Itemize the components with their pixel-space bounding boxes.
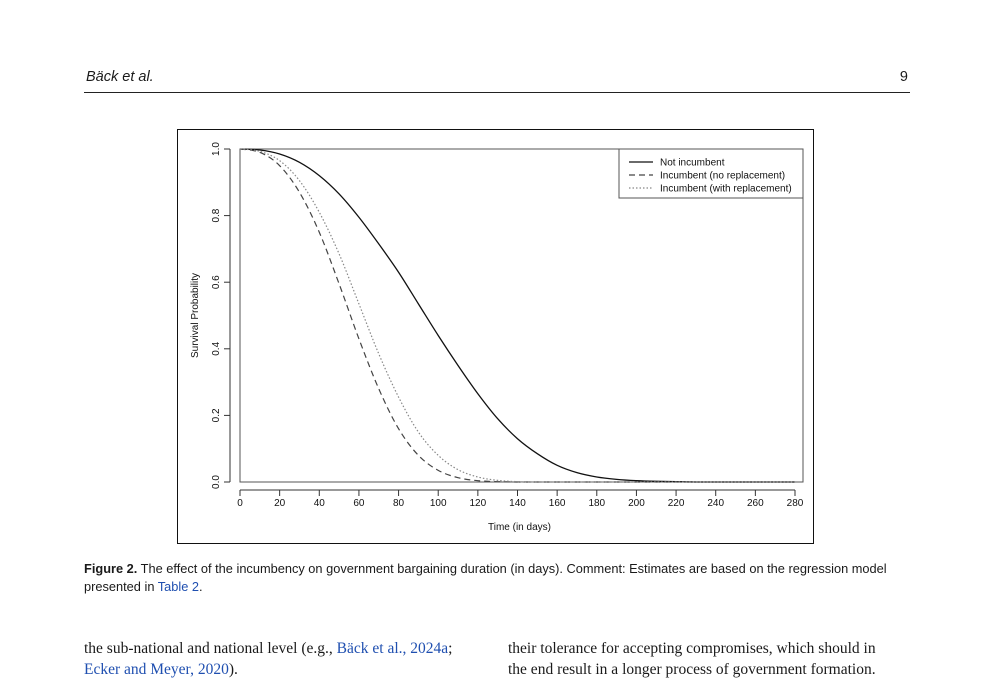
table-2-link[interactable]: Table 2 — [157, 579, 200, 594]
x-tick-label: 100 — [429, 498, 447, 509]
x-tick-label: 0 — [237, 498, 243, 509]
running-header — [84, 66, 910, 93]
figure-frame — [177, 129, 814, 544]
x-tick-label: 160 — [548, 498, 566, 509]
x-tick-label: 20 — [274, 498, 286, 509]
series-lines — [240, 149, 795, 482]
body-text: ; — [448, 640, 453, 657]
citation-link[interactable]: Ecker and Meyer, 2020 — [84, 661, 229, 678]
x-tick-label: 120 — [469, 498, 487, 509]
body-column-right — [508, 638, 912, 680]
body-line: their tolerance for accepting compromises, which should in — [508, 640, 876, 657]
x-tick-label: 40 — [313, 498, 325, 509]
body-column-left — [84, 638, 488, 680]
y-tick-label: 0.0 — [211, 475, 222, 489]
body-line: the end result in a longer process of government formation. — [508, 661, 876, 678]
caption-end: . — [199, 579, 203, 594]
x-tick-label: 220 — [667, 498, 685, 509]
figure-caption — [84, 560, 912, 596]
series-line-dashed — [240, 149, 795, 482]
x-axis — [237, 490, 804, 509]
y-tick-label: 1.0 — [211, 142, 222, 156]
y-tick-label: 0.4 — [211, 341, 222, 356]
legend-label: Incumbent (with replacement) — [660, 183, 792, 195]
plot-area — [240, 149, 803, 482]
x-tick-label: 180 — [588, 498, 606, 509]
legend — [619, 149, 803, 198]
y-tick-label: 0.8 — [211, 208, 222, 223]
x-tick-label: 60 — [353, 498, 365, 509]
caption-text: The effect of the incumbency on government bargaining duration (in days). Comment: Estimates are based on the regression model presented in — [84, 561, 887, 594]
body-line — [84, 659, 488, 680]
body-text: ). — [228, 661, 238, 678]
x-tick-label: 140 — [509, 498, 526, 509]
plot-border — [240, 149, 803, 482]
series-line-dotted — [240, 149, 795, 482]
body-text: the sub-national and national level (e.g., — [84, 640, 333, 657]
caption-label: Figure 2. — [84, 561, 138, 576]
x-tick-label: 240 — [707, 498, 725, 509]
body-line — [84, 638, 488, 659]
y-tick-label: 0.6 — [211, 275, 222, 290]
legend-label: Incumbent (no replacement) — [660, 170, 786, 182]
header-authors: Bäck et al. — [86, 69, 154, 85]
survival-chart — [178, 130, 812, 542]
x-tick-label: 260 — [747, 498, 764, 509]
y-tick-label: 0.2 — [211, 408, 222, 423]
x-tick-label: 80 — [393, 498, 405, 509]
citation-link[interactable]: Bäck et al., 2024a — [336, 640, 449, 657]
page-number: 9 — [899, 69, 908, 85]
y-axis — [211, 142, 230, 489]
y-axis-label: Survival Probability — [190, 272, 201, 359]
x-tick-label: 200 — [628, 498, 645, 509]
x-tick-label: 280 — [786, 498, 804, 509]
series-line-solid — [240, 149, 795, 482]
x-axis-label: Time (in days) — [488, 522, 551, 533]
legend-label: Not incumbent — [660, 157, 725, 169]
